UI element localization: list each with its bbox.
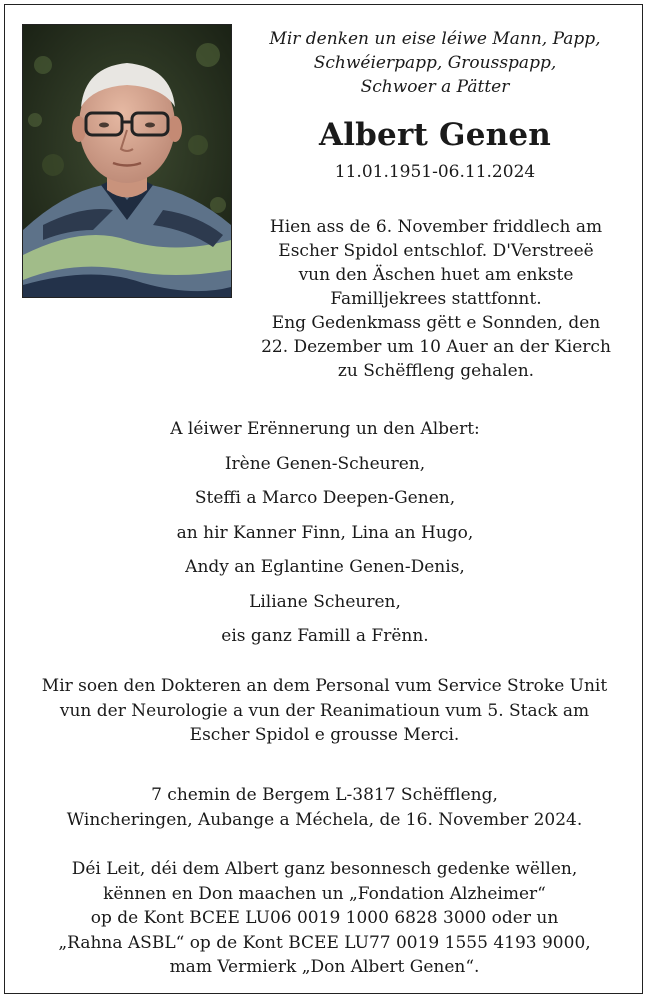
announcement-line: Eng Gedenkmass gëtt e Sonnden, den: [271, 313, 601, 333]
dedication-line: Schwéierpapp, Grousspapp,: [313, 53, 557, 73]
dedication-line: Schwoer a Pätter: [360, 77, 510, 97]
life-dates: 11.01.1951-06.11.2024: [334, 162, 536, 182]
announcement-line: Hien ass de 6. November friddlech am: [269, 217, 603, 237]
thanks-line: Mir soen den Dokteren an dem Personal vum Service Stroke Unit: [41, 676, 608, 696]
dedication-line: Mir denken un eise léiwe Mann, Papp,: [269, 29, 601, 49]
address-line: Wincheringen, Aubange a Méchela, de 16. November 2024.: [66, 810, 583, 830]
announcement-line: zu Schëffleng gehalen.: [337, 361, 535, 381]
deceased-name: Albert Genen: [318, 117, 552, 153]
announcement-line: Familljekrees stattfonnt.: [330, 289, 542, 309]
family-member: an hir Kanner Finn, Lina an Hugo,: [176, 522, 474, 543]
donation-line: mam Vermierk „Don Albert Genen“.: [169, 957, 480, 977]
donation-line: op de Kont BCEE LU06 0019 1000 6828 3000 oder un: [90, 908, 559, 928]
announcement-line: vun den Äschen huet am enkste: [298, 265, 574, 285]
family-member: Irène Genen-Scheuren,: [224, 453, 426, 474]
thanks-line: vun der Neurologie a vun der Reanimatioun vum 5. Stack am: [59, 700, 590, 721]
family-member: Steffi a Marco Deepen-Genen,: [194, 488, 456, 508]
portrait-photo: [22, 24, 232, 298]
thanks-line: Escher Spidol e grousse Merci.: [189, 725, 460, 745]
donation-note: [20, 857, 629, 980]
announcement-line: 22. Dezember um 10 Auer an der Kierch: [261, 337, 611, 357]
family-member: Liliane Scheuren,: [249, 591, 401, 612]
address-line: 7 chemin de Bergem L-3817 Schëffleng,: [151, 785, 498, 805]
donation-line: kënnen en Don maachen un „Fondation Alzheimer“: [103, 883, 546, 904]
address-block: [20, 783, 629, 833]
thanks-note: [20, 674, 629, 748]
family-list-heading: A léiwer Erënnerung un den Albert:: [170, 419, 480, 439]
family-member: Andy an Eglantine Genen-Denis,: [185, 557, 465, 577]
donation-line: „Rahna ASBL“ op de Kont BCEE LU77 0019 1555 4193 9000,: [58, 932, 591, 953]
announcement-line: Escher Spidol entschlof. D'Verstreeë: [278, 241, 594, 261]
announcement: [250, 215, 622, 383]
donation-line: Déi Leit, déi dem Albert ganz besonnesch gedenke wëllen,: [71, 859, 578, 879]
family-member: eis ganz Famill a Frënn.: [221, 626, 429, 646]
dedication: [255, 27, 615, 99]
family-list: [60, 412, 590, 654]
